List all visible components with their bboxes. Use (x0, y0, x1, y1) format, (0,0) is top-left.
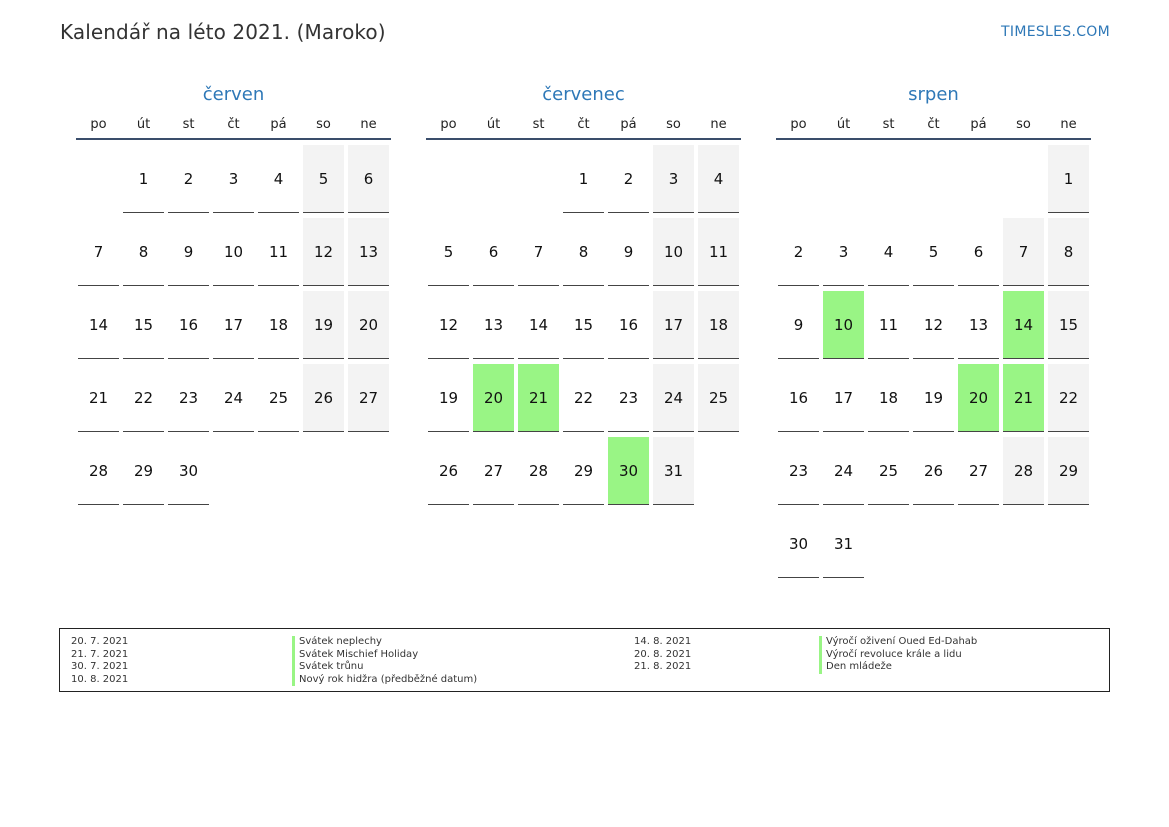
day-cell: 17 (823, 364, 864, 432)
weekend-day-cell: 28 (1003, 437, 1044, 505)
day-cell: 9 (608, 218, 649, 286)
day-cell: 19 (428, 364, 469, 432)
weekday-label: so (666, 117, 681, 132)
day-cell: 8 (123, 218, 164, 286)
empty-cell (78, 145, 119, 213)
empty-cell (1048, 510, 1089, 578)
empty-cell (868, 145, 909, 213)
day-cell: 18 (868, 364, 909, 432)
day-cell: 22 (123, 364, 164, 432)
day-cell: 22 (563, 364, 604, 432)
legend-date: 20. 8. 2021 (634, 648, 692, 660)
day-cell: 13 (473, 291, 514, 359)
weekend-day-cell: 1 (1048, 145, 1089, 213)
day-cell: 30 (778, 510, 819, 578)
week-row (776, 437, 1091, 510)
empty-cell (823, 145, 864, 213)
day-cell: 30 (168, 437, 209, 505)
weekday-label: st (882, 117, 895, 132)
empty-cell (258, 437, 299, 505)
month-july (426, 82, 741, 510)
weekday-label: pá (620, 117, 637, 132)
legend-date: 21. 7. 2021 (71, 648, 129, 660)
weekend-day-cell: 11 (698, 218, 739, 286)
day-cell: 12 (913, 291, 954, 359)
month-name: srpen (908, 84, 959, 105)
day-cell: 6 (958, 218, 999, 286)
holiday-day-cell: 30 (608, 437, 649, 505)
weekday-label: po (790, 117, 807, 132)
week-row (426, 145, 741, 218)
day-cell: 1 (563, 145, 604, 213)
weekday-header (76, 112, 391, 140)
week-row (426, 364, 741, 437)
week-row (76, 145, 391, 218)
day-cell: 23 (608, 364, 649, 432)
weekday-header (426, 112, 741, 140)
empty-cell (913, 145, 954, 213)
day-cell: 21 (78, 364, 119, 432)
legend-holiday-name: Výročí revoluce krále a lidu (819, 649, 977, 662)
legend-date: 14. 8. 2021 (634, 636, 692, 647)
day-cell: 7 (78, 218, 119, 286)
day-cell: 11 (868, 291, 909, 359)
day-cell: 13 (958, 291, 999, 359)
day-cell: 8 (563, 218, 604, 286)
weekend-day-cell: 22 (1048, 364, 1089, 432)
day-cell: 7 (518, 218, 559, 286)
day-cell: 26 (428, 437, 469, 505)
day-cell: 5 (428, 218, 469, 286)
weekday-label: so (316, 117, 331, 132)
weekday-label: čt (227, 117, 240, 132)
weekend-day-cell: 17 (653, 291, 694, 359)
weekend-day-cell: 25 (698, 364, 739, 432)
day-cell: 12 (428, 291, 469, 359)
weekend-day-cell: 7 (1003, 218, 1044, 286)
holiday-legend (59, 628, 1110, 692)
week-row (776, 510, 1091, 583)
day-cell: 24 (213, 364, 254, 432)
legend-left-names (292, 636, 477, 686)
holiday-day-cell: 14 (1003, 291, 1044, 359)
site-link[interactable]: TIMESLES.COM (1001, 24, 1110, 40)
weekday-label: út (486, 117, 501, 132)
weekend-day-cell: 24 (653, 364, 694, 432)
day-cell: 16 (168, 291, 209, 359)
legend-date: 20. 7. 2021 (71, 636, 129, 647)
weekend-day-cell: 27 (348, 364, 389, 432)
day-cell: 5 (913, 218, 954, 286)
weekend-day-cell: 29 (1048, 437, 1089, 505)
day-cell: 15 (563, 291, 604, 359)
day-grid (76, 145, 391, 510)
day-cell: 1 (123, 145, 164, 213)
day-cell: 9 (778, 291, 819, 359)
month-name: červen (202, 84, 265, 105)
weekday-header (776, 112, 1091, 140)
empty-cell (913, 510, 954, 578)
day-cell: 10 (213, 218, 254, 286)
week-row (76, 437, 391, 510)
day-cell: 23 (778, 437, 819, 505)
week-row (776, 145, 1091, 218)
day-cell: 14 (518, 291, 559, 359)
weekend-day-cell: 18 (698, 291, 739, 359)
legend-holiday-name: Nový rok hidžra (předběžné datum) (292, 674, 477, 687)
weekend-day-cell: 12 (303, 218, 344, 286)
weekend-day-cell: 13 (348, 218, 389, 286)
day-cell: 28 (518, 437, 559, 505)
day-cell: 23 (168, 364, 209, 432)
empty-cell (428, 145, 469, 213)
day-cell: 29 (563, 437, 604, 505)
day-cell: 28 (78, 437, 119, 505)
day-cell: 26 (913, 437, 954, 505)
day-cell: 6 (473, 218, 514, 286)
weekend-day-cell: 31 (653, 437, 694, 505)
day-grid (776, 145, 1091, 583)
empty-cell (958, 145, 999, 213)
empty-cell (348, 437, 389, 505)
empty-cell (473, 145, 514, 213)
weekday-label: čt (927, 117, 940, 132)
day-cell: 24 (823, 437, 864, 505)
weekday-label: pá (270, 117, 287, 132)
weekday-label: st (532, 117, 545, 132)
legend-date: 21. 8. 2021 (634, 661, 692, 672)
weekend-day-cell: 5 (303, 145, 344, 213)
day-cell: 3 (213, 145, 254, 213)
day-cell: 25 (258, 364, 299, 432)
day-cell: 11 (258, 218, 299, 286)
weekend-day-cell: 20 (348, 291, 389, 359)
legend-left-dates (71, 636, 128, 686)
day-cell: 18 (258, 291, 299, 359)
weekday-label: út (836, 117, 851, 132)
month-june (76, 82, 391, 510)
week-row (776, 291, 1091, 364)
legend-right-dates (634, 636, 691, 674)
weekday-label: so (1016, 117, 1031, 132)
holiday-day-cell: 10 (823, 291, 864, 359)
empty-cell (868, 510, 909, 578)
day-cell: 31 (823, 510, 864, 578)
holiday-day-cell: 21 (1003, 364, 1044, 432)
legend-date: 10. 8. 2021 (71, 673, 129, 685)
day-grid (426, 145, 741, 510)
day-cell: 4 (868, 218, 909, 286)
legend-right-names (819, 636, 977, 674)
week-row (426, 218, 741, 291)
day-cell: 15 (123, 291, 164, 359)
weekend-day-cell: 4 (698, 145, 739, 213)
weekday-label: po (90, 117, 107, 132)
weekday-label: st (182, 117, 195, 132)
month-name: červenec (542, 84, 625, 105)
empty-cell (1003, 510, 1044, 578)
day-cell: 19 (913, 364, 954, 432)
legend-holiday-name: Svátek neplechy (292, 636, 477, 649)
page-title: Kalendář na léto 2021. (Maroko) (60, 20, 386, 44)
legend-date: 30. 7. 2021 (71, 661, 129, 672)
week-row (426, 291, 741, 364)
week-row (76, 218, 391, 291)
holiday-day-cell: 20 (473, 364, 514, 432)
day-cell: 4 (258, 145, 299, 213)
week-row (776, 364, 1091, 437)
day-cell: 25 (868, 437, 909, 505)
holiday-day-cell: 21 (518, 364, 559, 432)
day-cell: 16 (608, 291, 649, 359)
day-cell: 2 (778, 218, 819, 286)
weekend-day-cell: 3 (653, 145, 694, 213)
weekday-label: ne (710, 117, 727, 132)
weekend-day-cell: 19 (303, 291, 344, 359)
empty-cell (518, 145, 559, 213)
day-cell: 29 (123, 437, 164, 505)
day-cell: 2 (608, 145, 649, 213)
day-cell: 9 (168, 218, 209, 286)
weekday-label: pá (970, 117, 987, 132)
legend-holiday-name: Den mládeže (819, 661, 977, 674)
weekday-label: čt (577, 117, 590, 132)
weekend-day-cell: 8 (1048, 218, 1089, 286)
month-august (776, 82, 1091, 583)
empty-cell (1003, 145, 1044, 213)
weekday-label: ne (1060, 117, 1077, 132)
day-cell: 27 (958, 437, 999, 505)
weekend-day-cell: 10 (653, 218, 694, 286)
holiday-day-cell: 20 (958, 364, 999, 432)
week-row (776, 218, 1091, 291)
legend-holiday-name: Výročí oživení Oued Ed-Dahab (819, 636, 977, 649)
day-cell: 16 (778, 364, 819, 432)
week-row (426, 437, 741, 510)
week-row (76, 291, 391, 364)
empty-cell (778, 145, 819, 213)
day-cell: 17 (213, 291, 254, 359)
weekend-day-cell: 26 (303, 364, 344, 432)
empty-cell (213, 437, 254, 505)
legend-holiday-name: Svátek Mischief Holiday (292, 649, 477, 662)
day-cell: 27 (473, 437, 514, 505)
day-cell: 3 (823, 218, 864, 286)
weekday-label: po (440, 117, 457, 132)
weekday-label: út (136, 117, 151, 132)
day-cell: 2 (168, 145, 209, 213)
day-cell: 14 (78, 291, 119, 359)
weekend-day-cell: 15 (1048, 291, 1089, 359)
week-row (76, 364, 391, 437)
weekend-day-cell: 6 (348, 145, 389, 213)
weekday-label: ne (360, 117, 377, 132)
empty-cell (958, 510, 999, 578)
empty-cell (303, 437, 344, 505)
empty-cell (698, 437, 739, 505)
legend-holiday-name: Svátek trůnu (292, 661, 477, 674)
